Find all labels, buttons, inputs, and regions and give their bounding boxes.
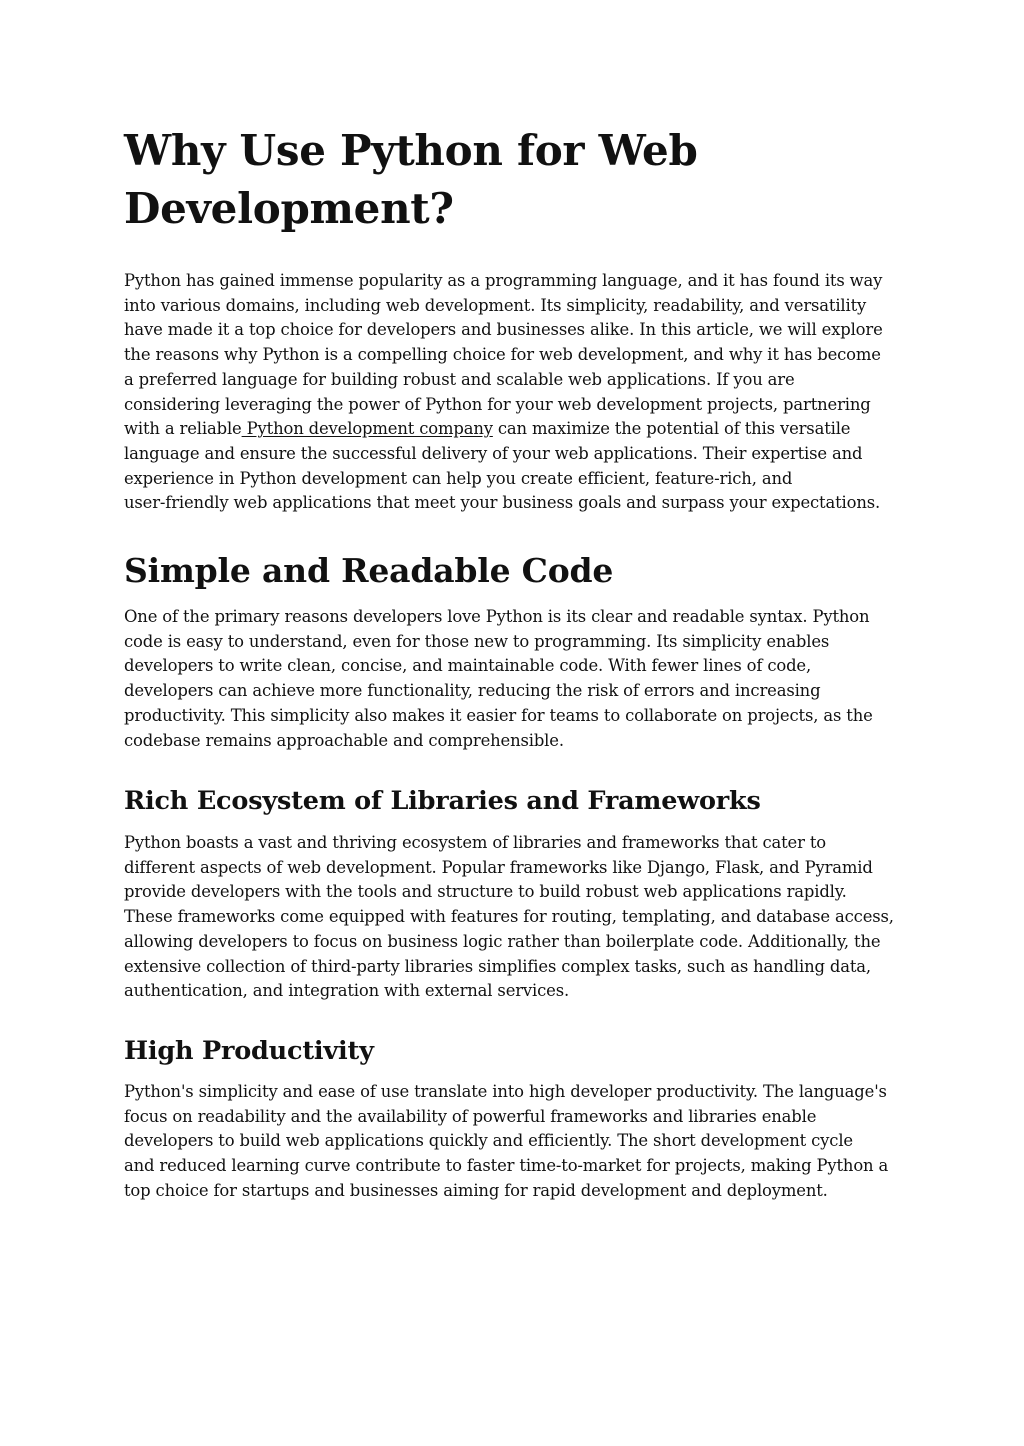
- text-line: a preferred language for building robust and scalable web applications. If you are: [124, 369, 795, 389]
- section-heading-high-productivity: High Productivity: [124, 1036, 374, 1066]
- text-line: Python has gained immense popularity as a programming language, and it has found its way: [124, 271, 883, 290]
- text-line: and reduced learning curve contribute to faster time-to-market for projects, making Python a: [124, 1156, 889, 1176]
- text-line: into various domains, including web development. Its simplicity, readability, and versatility: [124, 295, 867, 315]
- text-line: extensive collection of third-party libraries simplifies complex tasks, such as handling data,: [124, 956, 871, 976]
- text-line: experience in Python development can help you create efficient, feature-rich, and: [124, 468, 793, 488]
- section-heading-rich-ecosystem: Rich Ecosystem of Libraries and Frameworks: [124, 786, 761, 816]
- section-paragraph-rich-ecosystem: [124, 831, 914, 1004]
- text-line: Python boasts a vast and thriving ecosystem of libraries and frameworks that cater to: [124, 833, 826, 852]
- section-heading-simple-readable-code: Simple and Readable Code: [124, 551, 614, 590]
- text-line-with-link: [124, 417, 914, 442]
- text-line: One of the primary reasons developers love Python is its clear and readable syntax. Python: [124, 607, 870, 626]
- text-line: user-friendly web applications that meet your business goals and surpass your expectations.: [124, 493, 881, 513]
- page-title-line-2: Development?: [124, 184, 454, 233]
- section-paragraph-simple-readable-code: [124, 605, 914, 753]
- text-line: the reasons why Python is a compelling choice for web development, and why it has become: [124, 345, 881, 365]
- text-line: provide developers with the tools and structure to build robust web applications rapidly.: [124, 882, 847, 902]
- text-line: top choice for startups and businesses aiming for rapid development and deployment.: [124, 1180, 828, 1200]
- text-line: allowing developers to focus on business logic rather than boilerplate code. Additionally, the: [124, 931, 881, 951]
- text-line: codebase remains approachable and comprehensible.: [124, 730, 564, 750]
- text-line: Python's simplicity and ease of use translate into high developer productivity. The language's: [124, 1082, 887, 1101]
- page-title-line-1: Why Use Python for Web: [124, 126, 698, 175]
- intro-paragraph: [124, 269, 914, 516]
- text-line: have made it a top choice for developers and businesses alike. In this article, we will explore: [124, 320, 883, 340]
- text-line: productivity. This simplicity also makes it easier for teams to collaborate on projects, as the: [124, 705, 873, 725]
- text-line: developers to build web applications quickly and efficiently. The short development cycle: [124, 1131, 853, 1151]
- python-development-company-link[interactable]: Python development company: [241, 419, 493, 439]
- text-line: authentication, and integration with external services.: [124, 981, 570, 1001]
- text-line: language and ensure the successful delivery of your web applications. Their expertise and: [124, 443, 863, 463]
- link-prefix-text: with a reliable: [124, 419, 242, 439]
- text-line: These frameworks come equipped with features for routing, templating, and database access,: [124, 907, 894, 927]
- text-line: developers to write clean, concise, and maintainable code. With fewer lines of code,: [124, 656, 812, 676]
- link-suffix-text: can maximize the potential of this versatile: [492, 419, 851, 439]
- text-line: different aspects of web development. Popular frameworks like Django, Flask, and Pyramid: [124, 857, 873, 877]
- page-title: [124, 122, 924, 238]
- text-line: code is easy to understand, even for those new to programming. Its simplicity enables: [124, 631, 830, 651]
- section-paragraph-high-productivity: [124, 1080, 914, 1204]
- text-line: developers can achieve more functionality, reducing the risk of errors and increasing: [124, 681, 821, 701]
- text-line: considering leveraging the power of Python for your web development projects, partnering: [124, 394, 871, 414]
- text-line: focus on readability and the availability of powerful frameworks and libraries enable: [124, 1106, 817, 1126]
